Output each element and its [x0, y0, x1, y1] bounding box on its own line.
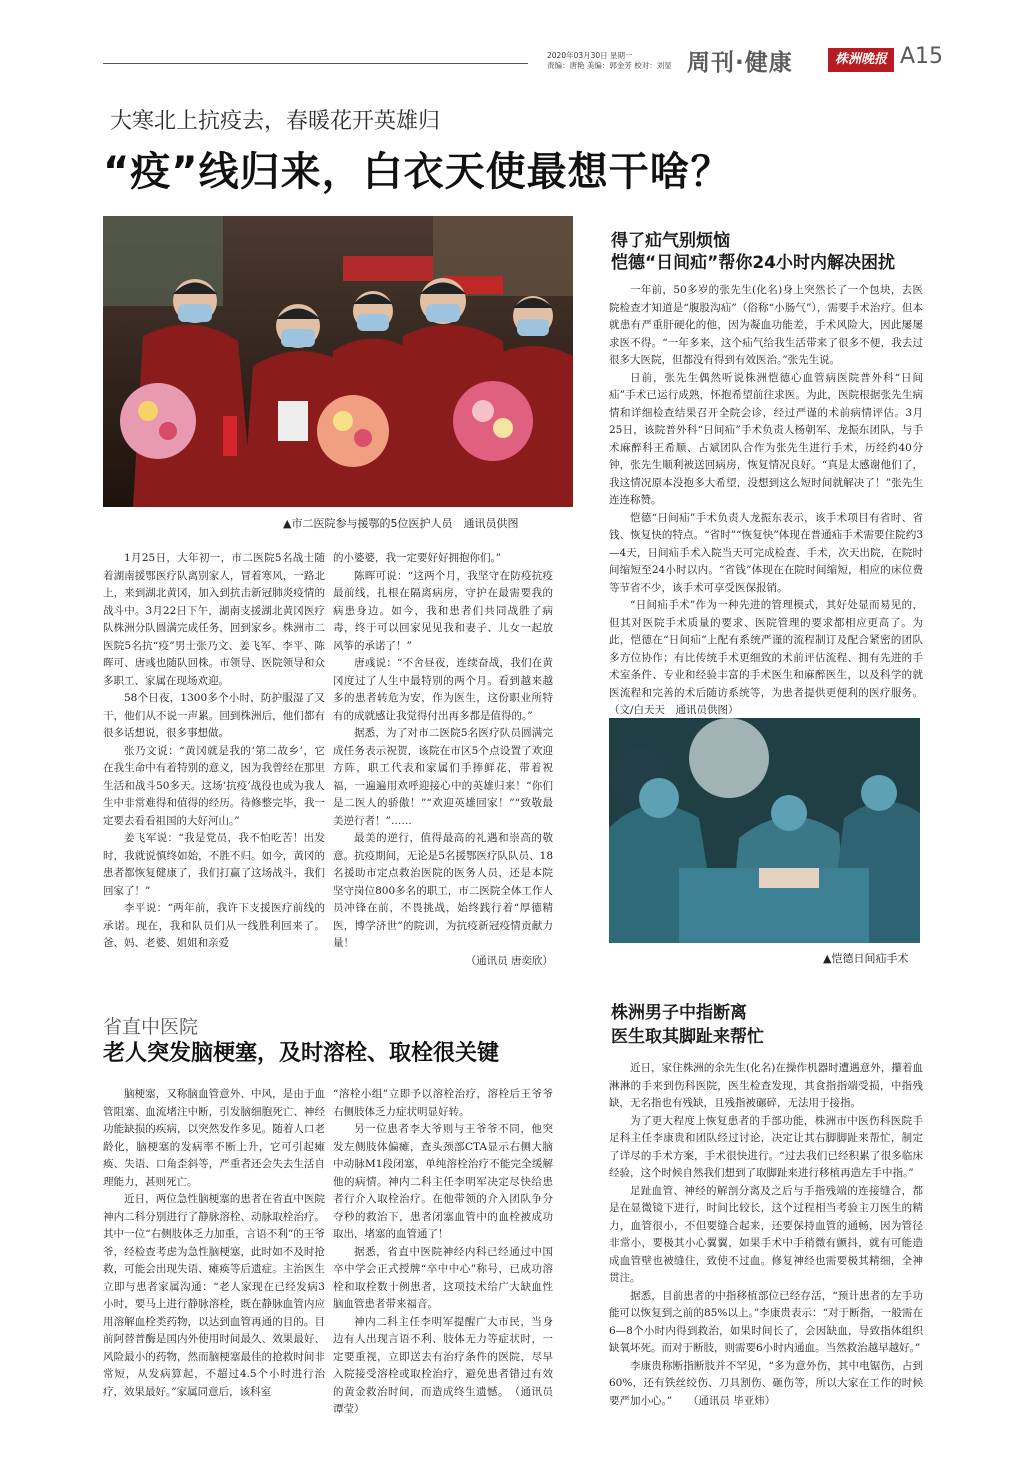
- story3-kicker: 省直中医院: [103, 1016, 199, 1038]
- story4-title-1: 株洲男子中指断离: [611, 1003, 747, 1023]
- lead-paragraph: 的小婆婆，我一定要好好拥抱你们。”: [333, 552, 502, 564]
- surgery-photo-image: [609, 718, 920, 943]
- page-number: A15: [900, 44, 944, 69]
- header-meta: [547, 51, 672, 71]
- story4-paragraph: 为了更大程度上恢复患者的手部功能，株洲市中医伤科医院手足科主任李康贵和团队经过讨论，决定让其右脚脚趾来帮忙，制定了详尽的手术方案，手术很快进行。“过去我们已经积累了很多临床经验，这个时候自然我们想到了取脚趾来进行移植再造左手中指。”: [609, 1114, 923, 1179]
- lead-photo-caption: ▲市二医院参与援鄂的5位医护人员 通讯员供图: [283, 517, 519, 530]
- lead-paragraph: 姜飞军说：“我是党员，我不怕吃苦！出发时，我就说慎终如始，不胜不归。如今，黄冈的患者都恢复健康了，我们打赢了这场战斗，我们回家了！”: [103, 832, 325, 897]
- lead-column-1: [103, 550, 325, 953]
- story4-paragraph: 足趾血管、神经的解剖分离及之后与手指残端的连接缝合，都是在显微镜下进行，时间比较长，这个过程相当考验主刀医生的精力，血管很小，不但要缝合起来，还要保持血管的通畅，因为管径非常小，要极其小心翼翼，如果手术中手稍微有颤抖，就有可能造成血管壁也被缝住，致使不过血。修复神经也需要极其精细，全神贯注。: [609, 1184, 923, 1284]
- story4-paragraph: 李康贵称断指断肢并不罕见，“多为意外伤，其中电锯伤，占到60%，还有铁丝绞伤、刀具割伤、砸伤等，所以大家在工作的时候要严加小心。” （通讯员 毕亚炜）: [609, 1359, 923, 1407]
- header-rule: [103, 63, 528, 64]
- story3-paragraph: 据悉，省直中医院神经内科已经通过中国卒中学会正式授牌“卒中中心”称号，已成功溶栓和取栓数十例患者，这项技术给广大缺血性脑血管患者带来福音。: [333, 1245, 553, 1310]
- lead-paragraph: 据悉，为了对市二医院5名医疗队员圆满完成任务表示祝贺，该院在市区5个点设置了欢迎方阵，职工代表和家属们手捧鲜花，带着祝福，一遍遍用欢呼迎接心中的英雄归来！“你们是二医人的骄傲！”“欢迎英雄回家！”“致敬最美逆行者！”……: [333, 727, 553, 827]
- story2-photo: [609, 718, 920, 943]
- story2-paragraph: “日间疝手术”作为一种先进的管理模式，其好处显而易见的，但其对医院手术质量的要求、医院管理的要求都相应更高了。为此，恺德在“日间疝”上配有系统严谨的流程制订及配合紧密的团队多方位协作；有比传统手术更细致的术前评估流程、拥有先进的手术室条件、专业和经验丰富的手术医生和麻醉医生，以及科学的就医流程和完善的术后随访系统等，为患者提供更便利的医疗服务。（文/白天天 通讯员供图）: [609, 599, 923, 716]
- story4-paragraph: 据悉，目前患者的中指移植部位已经存活，“预计患者的左手功能可以恢复到之前的85%以上。”李康贵表示：“对于断指，一般需在6—8个小时内得到救治，如果时间长了，会因缺血，导致指体组织缺氧坏死。而对于断肢，则需要6小时内通血。当然救治越早越好。”: [609, 1289, 923, 1354]
- story4-paragraph: 近日，家住株洲的余先生(化名)在操作机器时遭遇意外，攥着血淋淋的手来到伤科医院，医生检查发现，其食指指端受损，中指残缺，无名指也有残缺，且残指被碾碎，无法用于接指。: [609, 1062, 923, 1109]
- story2-paragraph: 恺德“日间疝”手术负责人龙振东表示，该手术项目有省时、省钱、恢复快的特点。“省时”“恢复快”体现在普通疝手术需要住院约3—4天，日间疝手术入院当天可完成检查、手术，次天出院，在院时间缩短至24小时以内。“省钱”体现在在院时间缩短，相应的床位费等节省不少，该手术可享受医保报销。: [609, 511, 923, 594]
- lead-paragraph: 张乃文说：“黄冈就是我的‘第二故乡’，它在我生命中有着特别的意义，因为我曾经在那里生活和战斗50多天。这场‘抗疫’战役也成为我人生中非常难得和值得的经历。待修整完毕，我一定要去看看祖国的大好河山。”: [103, 744, 325, 827]
- lead-headline: “疫”线归来，白衣天使最想干啥？: [103, 149, 732, 195]
- issue-date: 2020年03月30日 星期一: [547, 51, 633, 60]
- story3-column-1: [103, 1086, 325, 1401]
- lead-paragraph: 58个日夜，1300多个小时，防护服湿了又干，他们从不说一声累。回到株洲后，他们都有很多话想说，很多事想做。: [103, 692, 325, 739]
- story2-paragraph: 日前，张先生偶然听说株洲恺德心血管病医院普外科“日间疝”手术已运行成熟，怀抱希望前往求医。为此，医院根据张先生病情和详细检查结果召开全院会诊，经过严谨的术前病情评估。3月25日，该院普外科“日间疝”手术负责人杨朝军、龙振东团队，与手术麻醉科王希顺、占斌团队合作为张先生进行手术，历经约40分钟，张先生顺利被送回病房，恢复情况良好。“真是太感谢他们了，我这情况原本没抱多大希望，没想到这么短时间就解决了！”张先生连连称赞。: [609, 371, 923, 506]
- story3-headline: 老人突发脑梗塞，及时溶栓、取栓很关键: [103, 1041, 500, 1066]
- story2-title-2: 恺德“日间疝”帮你24小时内解决困扰: [611, 253, 896, 273]
- story3-paragraph: 另一位患者李大爷则与王爷爷不同，他突发左侧肢体偏瘫，查头颈部CTA显示右侧大脑中动脉M1段闭塞，单纯溶栓治疗不能完全缓解他的病情。神内二科主任李明军决定尽快给患者行介入取栓治疗。在他带领的介入团队争分夺秒的救治下，患者闭塞血管中的血栓被成功取出，堵塞的血管通了！: [333, 1123, 553, 1240]
- lead-column-2: [333, 550, 553, 970]
- story3-column-2: [333, 1086, 553, 1419]
- story3-paragraph: 脑梗塞，又称脑血管意外、中风，是由于血管阻塞、血流堵注中断，引发脑细胞死亡、神经功能缺损的疾病，以突然发作多见。随着人口老龄化，脑梗塞的发病率不断上升，它可引起瘫痪、失语、口角歪斜等，严重者还会失去生活自理能力，甚则死亡。: [103, 1088, 325, 1188]
- story4-title-2: 医生取其脚趾来帮忙: [611, 1027, 764, 1047]
- lead-byline: （通讯员 唐奕欣）: [465, 954, 553, 967]
- editor-credits: 责编：唐艳 美编：郭金芳 校对：刘显: [547, 61, 672, 70]
- newspaper-logo: 株洲晚报: [828, 48, 894, 72]
- lead-paragraph: 最美的逆行，值得最高的礼遇和崇高的敬意。抗疫期间，无论是5名援鄂医疗队队员、18名援助市定点救治医院的医务人员，还是本院坚守岗位800多名的职工，市二医院全体工作人员冲锋在前，不畏挑战，始终践行着“厚德精医，博学济世”的院训，为抗疫新冠疫情贡献力量！: [333, 832, 553, 949]
- lead-paragraph: 1月25日，大年初一，市二医院5名战士随着湖南援鄂医疗队离别家人，冒着寒风，一路北上，来到湖北黄冈，加入到抗击新冠肺炎疫情的战斗中。3月22日下午，湖南支援湖北黄冈医疗队株洲分队圆满完成任务，回到家乡。株洲市二医院5名抗“疫”男士张乃文、姜飞军、李平、陈晖可、唐彧也随队回株。市领导、医院领导和众多职工、家属在现场欢迎。: [103, 552, 325, 687]
- lead-paragraph: 李平说：“两年前，我许下支援医疗前线的承诺。现在，我和队员们从一线胜利回来了。爸、妈、老婆、姐姐和亲爱: [103, 902, 325, 949]
- lead-photo: [103, 216, 573, 507]
- story2-title-1: 得了疝气别烦恼: [611, 231, 730, 251]
- story2-paragraph: 一年前，50多岁的张先生(化名)身上突然长了一个包块，去医院检查才知道是“腹股沟疝”（俗称“小肠气”），需要手术治疗。但本就患有严重肝硬化的他，因为凝血功能差，手术风险大，因此屡屡求医不得。“一年多来，这个疝气给我生活带来了很多不便，我去过很多大医院，但都没有得到有效医治。”张先生说。: [609, 284, 923, 366]
- lead-paragraph: 陈晖可说：“这两个月，我坚守在防疫抗疫最前线，扎根在隔离病房，守护在最需要我的病患身边。如今，我和患者们共同战胜了病毒，终于可以回家见见我和妻子、儿女一起放风筝的承诺了！”: [333, 569, 553, 652]
- story3-paragraph: 近日，两位急性脑梗塞的患者在省直中医院神内二科分别进行了静脉溶栓、动脉取栓治疗。其中一位“右侧肢体乏力加重，言语不利”的王爷爷，经检查考虑为急性脑梗塞，此时如不及时抢救，可能会出现失语、瘫痪等后遗症。主治医生立即与患者家属沟通：“老人家现在已经发病3小时，要马上进行静脉溶栓，既在静脉血管内应用溶解血栓类药物，以达到血管再通的目的。目前阿替普酶是国内外使用时间最久、效果最好、风险最小的药物，然而脑梗塞最佳的抢救时间非常短，从发病算起，不超过4.5个小时进行治疗，效果最好。”家属同意后，该科室: [103, 1193, 325, 1398]
- story2-photo-caption: ▲恺德日间疝手术: [823, 952, 909, 965]
- lead-paragraph: 唐彧说：“不舍昼夜，连续奋战，我们在黄冈度过了人生中最特别的两个月。看到越来越多的患者转危为安，作为医生，这份职业所特有的成就感让我觉得付出再多都是值得的。”: [333, 657, 553, 722]
- story2-body: [609, 282, 923, 720]
- medical-team-photo-image: [103, 216, 573, 507]
- story3-paragraph: 神内二科主任李明军提醒广大市民，当身边有人出现言语不利、肢体无力等症状时，一定要重视，立即送去有治疗条件的医院，尽早入院接受溶栓或取栓治疗，避免患者错过有效的黄金救治时间，而造成终生遗憾。 （通讯员 谭莹）: [333, 1315, 553, 1415]
- story4-body: [609, 1060, 923, 1410]
- story3-paragraph: “溶栓小组”立即予以溶栓治疗，溶栓后王爷爷右侧肢体乏力症状明显好转。: [333, 1088, 553, 1118]
- section-name: 周刊·健康: [687, 50, 793, 76]
- lead-kicker: 大寒北上抗疫去，春暖花开英雄归: [110, 109, 441, 134]
